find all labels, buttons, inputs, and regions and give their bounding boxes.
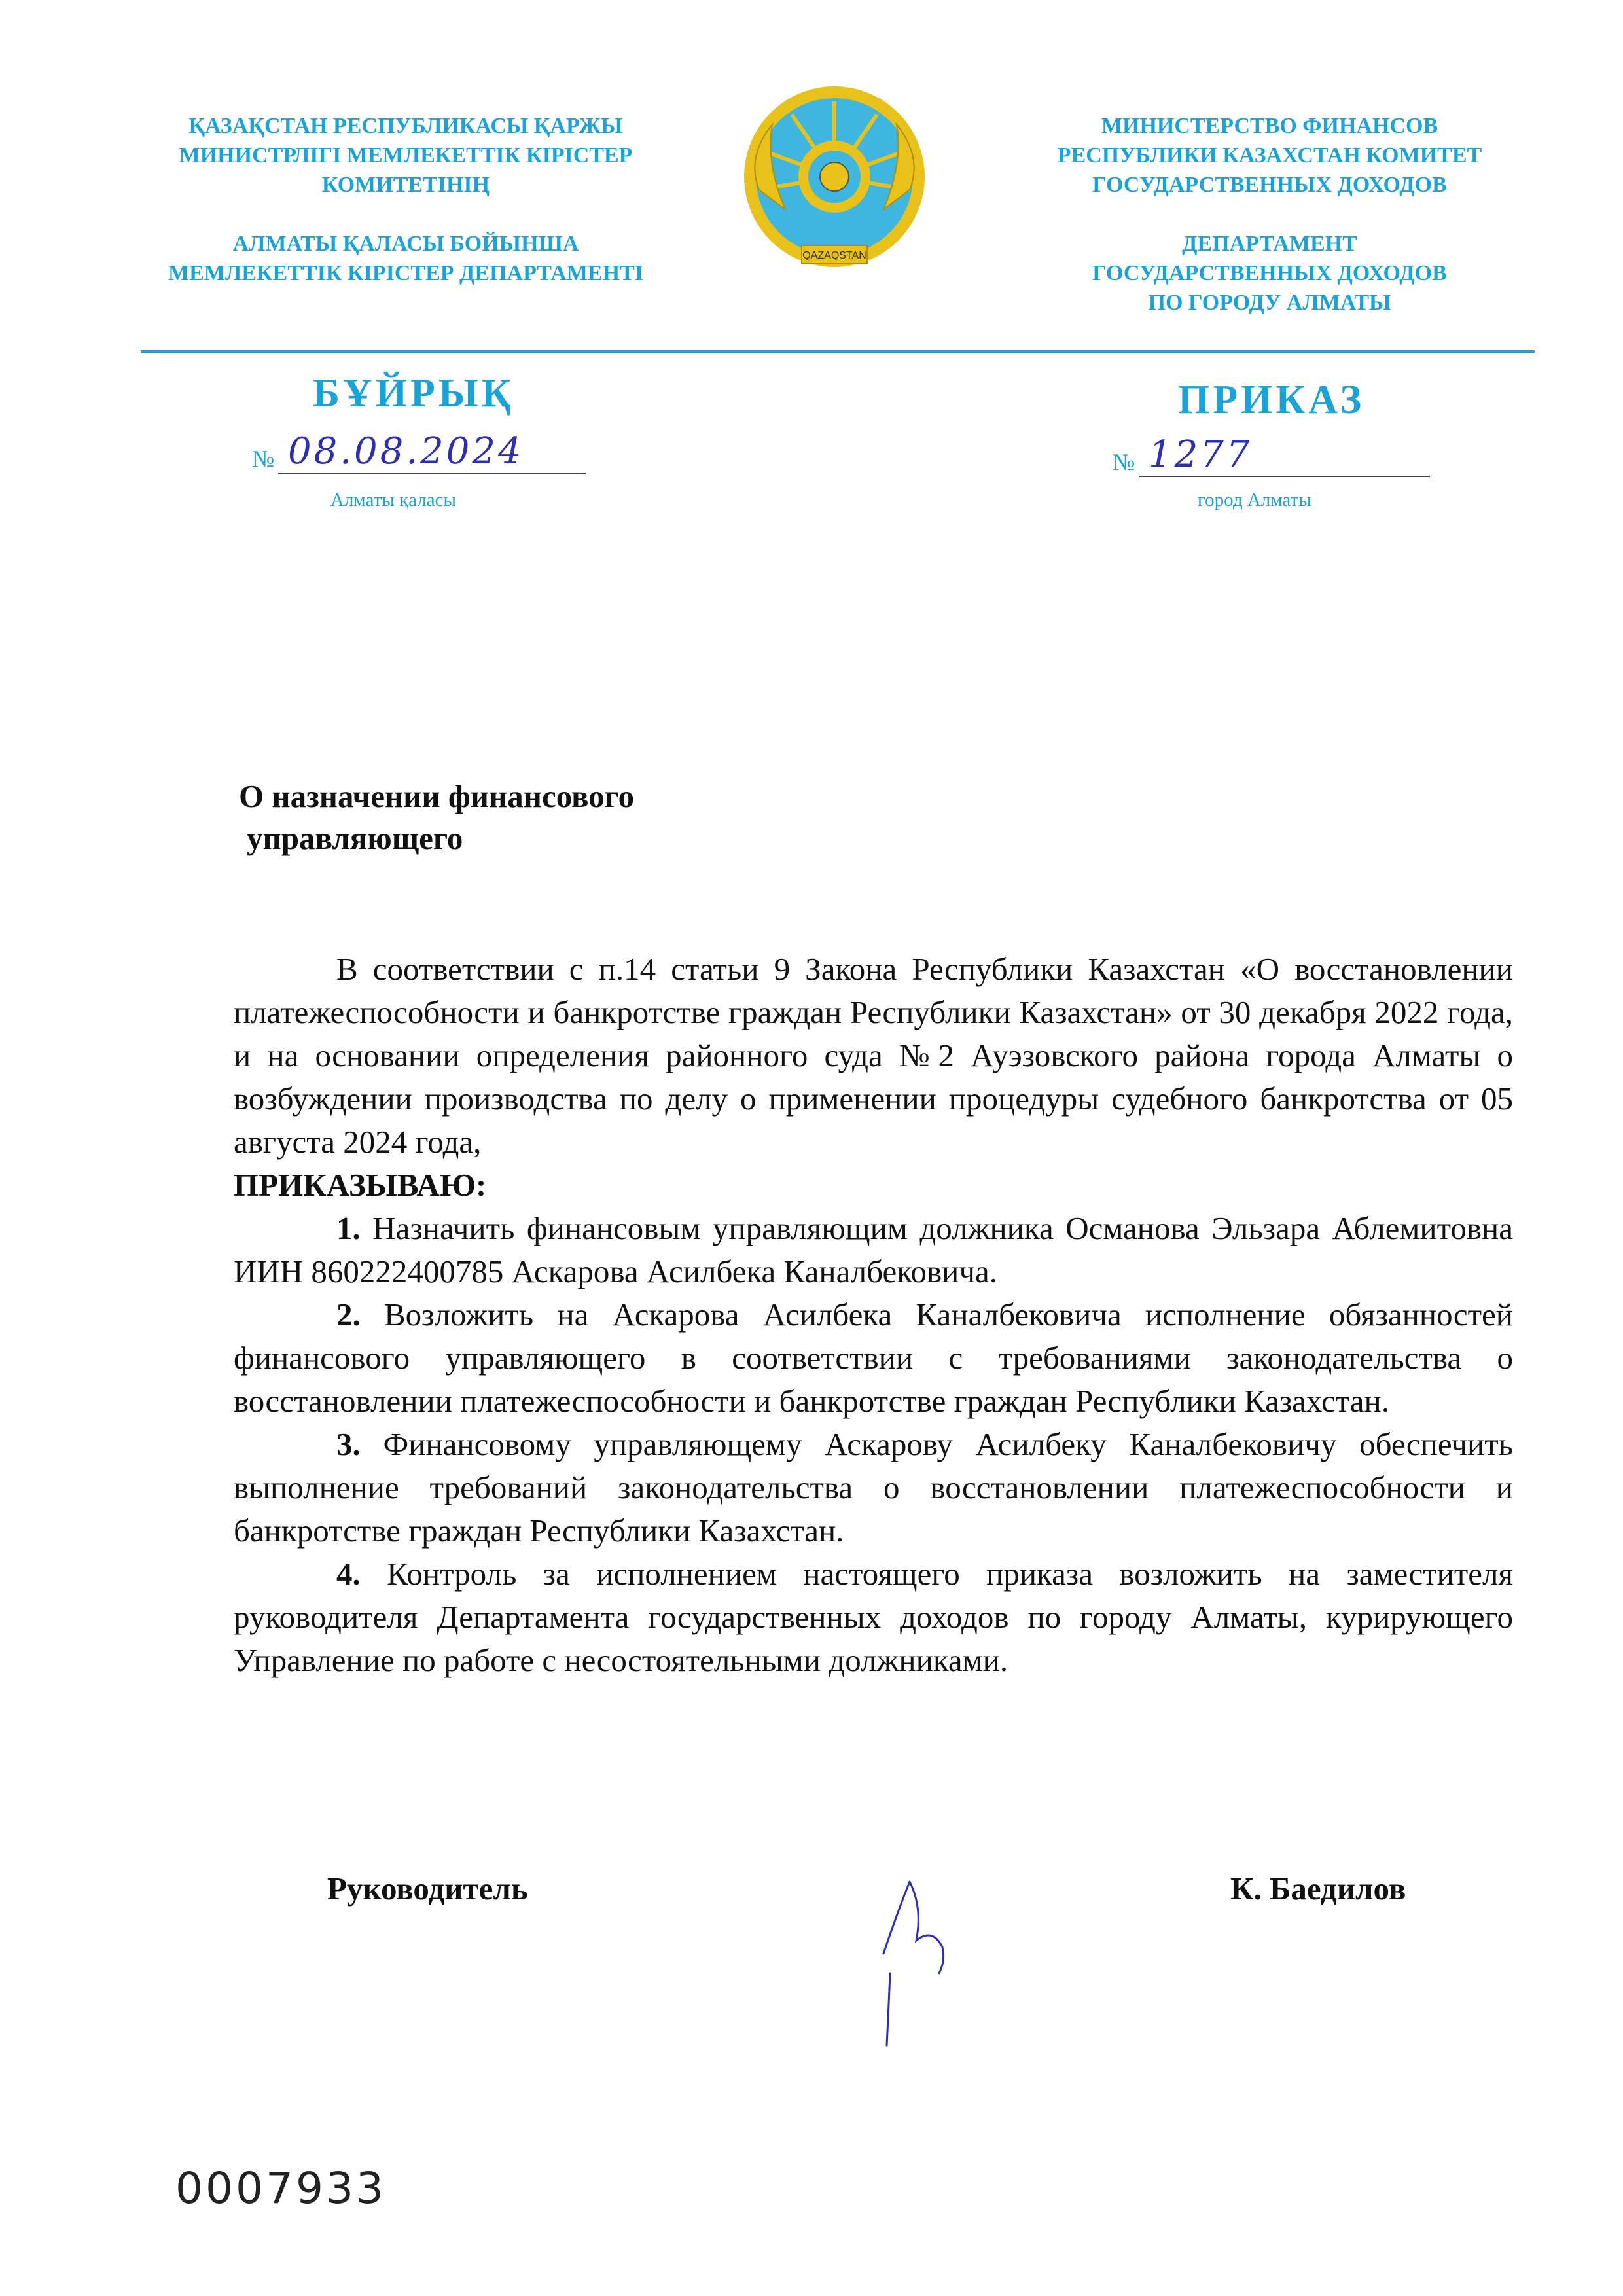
item-number: 2. — [336, 1297, 361, 1333]
header-left-line: МЕМЛЕКЕТТІК КІРІСТЕР ДЕПАРТАМЕНТІ — [168, 261, 643, 285]
serial-number: 0007933 — [175, 2163, 386, 2214]
signatory-role: Руководитель — [327, 1871, 528, 1907]
signatory-name: К. Баедилов — [1230, 1871, 1406, 1907]
handwritten-date: 08.08.2024 — [288, 430, 524, 473]
city-ru: город Алматы — [1198, 490, 1311, 511]
header-right — [1001, 111, 1538, 317]
item-number: 3. — [336, 1426, 361, 1462]
item-text: Финансовому управляющему Аскарову Асилбеку Каналбековичу обеспечить выполнение требований законодательства о восстановлении платежеспособности и банкротстве граждан Республики Казахстан. — [234, 1426, 1513, 1549]
document-body — [234, 948, 1513, 1682]
item-number: 4. — [336, 1556, 361, 1592]
header-left-line: АЛМАТЫ ҚАЛАСЫ БОЙЫНША — [232, 232, 579, 256]
header-left-line: МИНИСТРЛІГІ МЕМЛЕКЕТТІК КІРІСТЕР — [179, 143, 633, 168]
subject-heading — [239, 776, 634, 859]
item-text: Возложить на Аскарова Асилбека Каналбековича исполнение обязанностей финансового управляющего в соответствии с требованиями законодательства о восстановлении платежеспособности и банкротстве граждан Республики Казахстан. — [234, 1297, 1513, 1419]
preamble-paragraph: В соответствии с п.14 статьи 9 Закона Республики Казахстан «О восстановлении платежеспособности и банкротстве граждан Республики Казахстан» от 30 декабря 2022 года, и на основании определения районного суда №2 Ауэзовского района города Алматы о возбуждении производства по делу о применении процедуры судебного банкротства от 05 августа 2024 года, — [234, 951, 1513, 1160]
emblem-ribbon-text: QAZAQSTAN — [802, 250, 866, 261]
list-item — [234, 1552, 1513, 1682]
city-kz: Алматы қаласы — [330, 490, 457, 511]
handwritten-signature — [870, 1856, 995, 2052]
title-kz: БҰЙРЫҚ — [313, 371, 514, 416]
subject-line: О назначении финансового — [239, 778, 635, 814]
number-field — [1113, 429, 1430, 481]
date-field — [252, 425, 586, 478]
header-left-line: ҚАЗАҚСТАН РЕСПУБЛИКАСЫ ҚАРЖЫ — [188, 114, 623, 138]
state-emblem-icon — [733, 79, 936, 288]
list-item — [234, 1423, 1513, 1552]
item-text: Назначить финансовым управляющим должника Османова Эльзара Аблемитовна ИИН 860222400785 Аскарова Асилбека Каналбековича. — [234, 1210, 1513, 1289]
header-right-line: ГОСУДАРСТВЕННЫХ ДОХОДОВ — [1092, 261, 1447, 285]
header-right-line: ДЕПАРТАМЕНТ — [1182, 232, 1357, 256]
header-right-line: ГОСУДАРСТВЕННЫХ ДОХОДОВ — [1092, 173, 1447, 197]
item-number: 1. — [336, 1210, 361, 1246]
number-sign: № — [1113, 449, 1135, 475]
subject-line: управляющего — [247, 820, 463, 856]
list-item — [234, 1207, 1513, 1293]
header-left-line: КОМИТЕТІНІҢ — [321, 173, 490, 197]
header-right-line: РЕСПУБЛИКИ КАЗАХСТАН КОМИТЕТ — [1057, 143, 1482, 168]
handwritten-number: 1277 — [1149, 433, 1253, 476]
number-sign: № — [252, 446, 275, 472]
item-text: Контроль за исполнением настоящего приказа возложить на заместителя руководителя Департамента государственных доходов по городу Алматы, курирующего Управление по работе с несостоятельными должниками. — [234, 1556, 1513, 1678]
header-left — [131, 111, 681, 288]
order-word: ПРИКАЗЫВАЮ: — [234, 1167, 487, 1203]
list-item — [234, 1293, 1513, 1423]
header-right-line: МИНИСТЕРСТВО ФИНАНСОВ — [1101, 114, 1438, 138]
header-divider — [141, 350, 1535, 353]
header-right-line: ПО ГОРОДУ АЛМАТЫ — [1148, 291, 1391, 315]
title-ru: ПРИКАЗ — [1178, 378, 1365, 422]
